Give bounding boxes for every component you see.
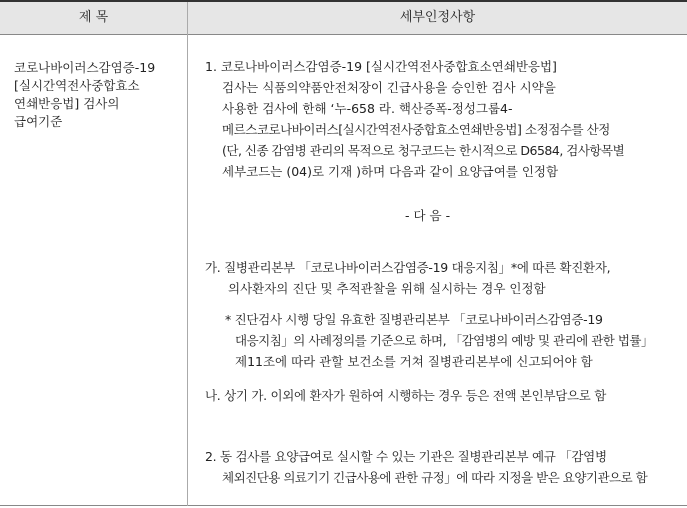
paragraph-1-line: 메르스코로나바이러스[실시간역전사중합효소연쇄반응법] 소정점수를 산정 <box>222 122 610 137</box>
header-details-column: 세부인정사항 <box>399 10 476 25</box>
item-title <box>14 59 182 131</box>
item-title-line: 급여기준 <box>14 114 63 129</box>
paragraph-1-line: 세부코드는 (04)로 기재 )하며 다음과 같이 요양급여를 인정함 <box>222 164 559 179</box>
table-header <box>0 2 687 35</box>
footnote-line: * 진단검사 시행 당일 유효한 질병관리본부 「코로나바이러스감염증-19 <box>225 312 603 327</box>
item-ga-line: 가. 질병관리본부 「코로나바이러스감염증-19 대응지침」*에 따른 확진환자, <box>205 260 611 275</box>
footnote-line: 제11조에 따라 관할 보건소를 거쳐 질병관리본부에 신고되어야 함 <box>235 354 593 369</box>
column-divider <box>187 2 188 506</box>
item-title-line: [실시간역전사중합효소 <box>14 78 140 93</box>
paragraph-1-line: 검사는 식품의약품안전처장이 긴급사용을 승인한 검사 시약을 <box>222 80 556 95</box>
footnote-line: 대응지침」의 사례정의를 기준으로 하며, 「감염병의 예방 및 관리에 관한 법률」 <box>235 333 653 348</box>
paragraph-2-line: 체외진단용 의료기기 긴급사용에 관한 규정」에 따라 지정을 받은 요양기관으로 함 <box>222 470 648 485</box>
header-title-column: 제 목 <box>78 10 109 25</box>
paragraph-1-line: (단, 신종 감염병 관리의 목적으로 청구코드는 한시적으로 D6584, 검사항목별 <box>222 143 625 158</box>
item-title-line: 코로나바이러스감염증-19 <box>14 60 156 75</box>
paragraph-1-line: 1. 코로나바이러스감염증-19 [실시간역전사중합효소연쇄반응법] <box>205 59 557 74</box>
paragraph-2-line: 2. 동 검사를 요양급여로 실시할 수 있는 기관은 질병관리본부 예규 「감염병 <box>205 449 607 464</box>
section-divider-text: - 다 음 - <box>405 208 451 223</box>
paragraph-1-line: 사용한 검사에 한해 ‘누-658 라. 핵산증폭-정성그룹4- <box>222 101 513 116</box>
item-na-line: 나. 상기 가. 이외에 환자가 원하여 시행하는 경우 등은 전액 본인부담으로 함 <box>205 388 607 403</box>
item-title-line: 연쇄반응법] 검사의 <box>14 96 120 111</box>
item-ga-line: 의사환자의 진단 및 추적관찰을 위해 실시하는 경우 인정함 <box>228 281 546 296</box>
